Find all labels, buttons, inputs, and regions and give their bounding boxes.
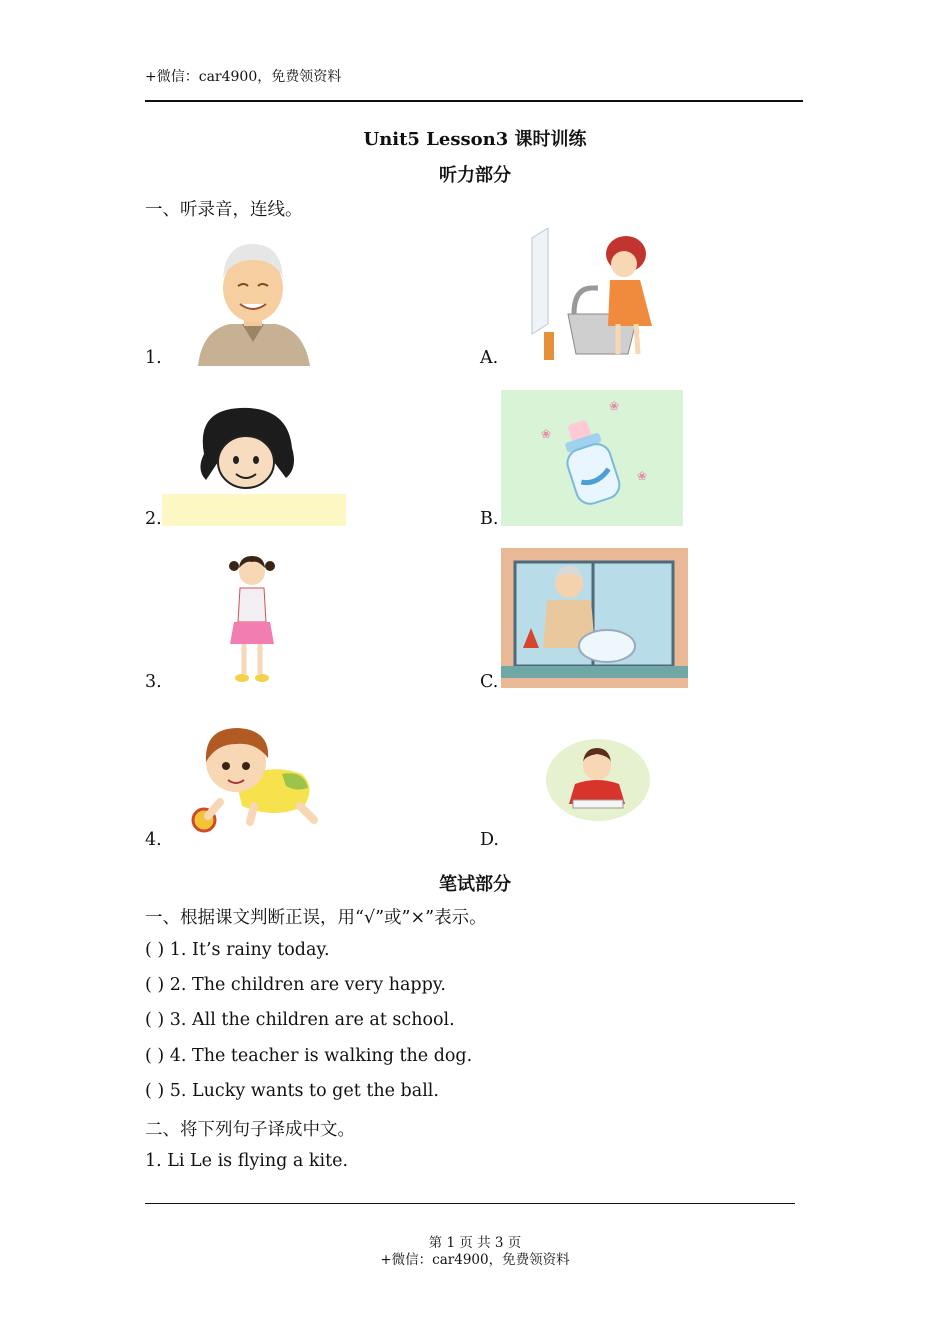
page-title: Unit5 Lesson3 课时训练	[363, 129, 587, 150]
judgement-item-3: ( ) 3. All the children are at school.	[145, 1010, 455, 1030]
grandpa-picture	[190, 238, 316, 366]
svg-text:❀: ❀	[541, 427, 552, 441]
page-number: 第 1 页 共 3 页	[428, 1235, 522, 1251]
written-instruction-2: 二、将下列句子译成中文。	[145, 1120, 355, 1140]
header-divider	[145, 100, 803, 102]
baby-picture	[190, 722, 320, 834]
girl-picture	[226, 552, 278, 688]
written-instruction-1: 一、根据课文判断正误，用“√”或”×”表示。	[145, 908, 487, 928]
girl-writing-picture	[545, 738, 651, 822]
option-label-c: C.	[480, 672, 499, 692]
item-label-2: 2.	[145, 509, 162, 529]
item-label-1: 1.	[145, 348, 162, 368]
girl-washing-dishes-picture	[528, 228, 660, 364]
item-label-3: 3.	[145, 672, 162, 692]
item-label-4: 4.	[145, 830, 162, 850]
option-label-b: B.	[480, 509, 499, 529]
mother-picture	[162, 404, 346, 528]
translation-sentence-1: 1. Li Le is flying a kite.	[145, 1151, 349, 1171]
option-label-d: D.	[480, 830, 499, 850]
judgement-item-2: ( ) 2. The children are very happy.	[145, 975, 446, 995]
footer-note: +微信：car4900，免费领资料	[380, 1252, 570, 1268]
judgement-item-4: ( ) 4. The teacher is walking the dog.	[145, 1046, 473, 1066]
svg-text:❀: ❀	[609, 399, 620, 413]
judgement-item-5: ( ) 5. Lucky wants to get the ball.	[145, 1081, 439, 1101]
judgement-item-1: ( ) 1. It’s rainy today.	[145, 940, 330, 960]
header-note: +微信：car4900，免费领资料	[145, 69, 342, 85]
answer-line	[145, 1203, 795, 1204]
written-heading: 笔试部分	[439, 874, 511, 895]
svg-text:❀: ❀	[637, 469, 648, 483]
option-label-a: A.	[480, 348, 499, 368]
listening-heading: 听力部分	[439, 165, 511, 186]
grandma-feeding-fish-picture	[501, 548, 688, 688]
baby-bottle-picture	[501, 390, 683, 526]
listening-instruction: 一、听录音，连线。	[145, 200, 303, 220]
